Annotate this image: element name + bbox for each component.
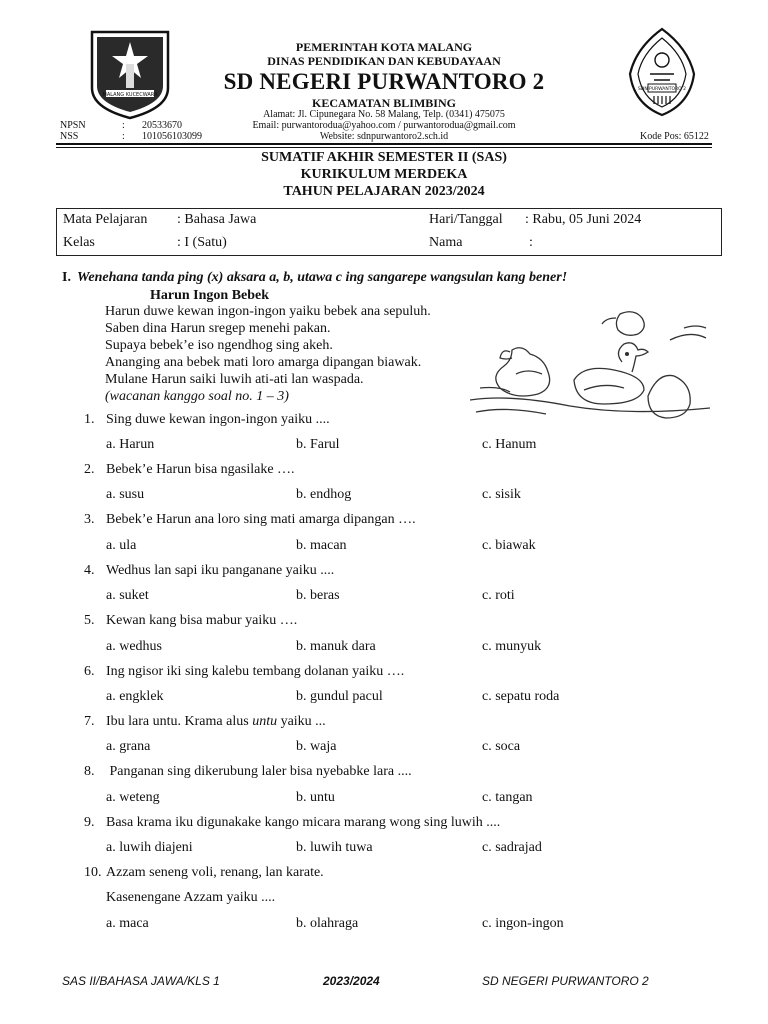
question-6 [84, 664, 404, 680]
option-a[interactable]: a. maca [106, 916, 149, 931]
nss-label: NSS [60, 131, 79, 142]
option-c[interactable]: c. sisik [482, 487, 521, 502]
story-line: Harun duwe kewan ingon-ingon yaiku bebek ana sepuluh. [105, 304, 431, 319]
question-7 [84, 714, 326, 730]
question-2 [84, 462, 295, 478]
option-b[interactable]: b. endhog [296, 487, 352, 502]
ducks-illustration [470, 300, 710, 422]
footer-right: SD NEGERI PURWANTORO 2 [482, 974, 649, 988]
question-number: 2. [84, 462, 95, 477]
question-text: Azzam seneng voli, renang, lan karate. [106, 865, 324, 880]
question-text: Ibu lara untu. Krama alus [106, 714, 253, 729]
question-text: Bebek’e Harun bisa ngasilake …. [106, 462, 295, 477]
story-title: Harun Ingon Bebek [150, 288, 270, 303]
question-text: Basa krama iku digunakake kango micara marang wong sing luwih .... [106, 815, 501, 830]
letterhead-rule-thick [56, 143, 712, 145]
school-address: Alamat: Jl. Cipunegara No. 58 Malang, Telp. (0341) 475075 [263, 109, 505, 120]
exam-title: SUMATIF AKHIR SEMESTER II (SAS) [261, 150, 507, 165]
name-field[interactable]: : [529, 235, 533, 250]
option-b[interactable]: b. luwih tuwa [296, 840, 373, 855]
story-line: Supaya bebek’e iso ngendhog sing akeh. [105, 338, 333, 353]
option-c[interactable]: c. Hanum [482, 437, 537, 452]
question-emphasis: untu [252, 714, 278, 729]
question-number: 4. [84, 563, 95, 578]
subject-label: Mata Pelajaran [63, 212, 148, 227]
footer-left: SAS II/BAHASA JAWA/KLS 1 [62, 974, 220, 988]
question-text: Sing duwe kewan ingon-ingon yaiku .... [106, 412, 330, 427]
name-label: Nama [429, 235, 463, 250]
footer-center: 2023/2024 [323, 974, 380, 988]
option-b[interactable]: b. untu [296, 790, 335, 805]
npsn-colon: : [122, 120, 125, 131]
school-email: Email: purwantorodua@yahoo.com / purwantorodua@gmail.com [252, 120, 516, 131]
section-number: I. [62, 270, 71, 285]
option-a[interactable]: a. wedhus [106, 639, 162, 654]
svg-text:MALANG KUCECWARA: MALANG KUCECWARA [102, 92, 158, 98]
subject-value: : Bahasa Jawa [177, 212, 257, 227]
day-date-label: Hari/Tanggal [429, 212, 503, 227]
question-3 [84, 512, 416, 528]
question-number: 10. [84, 865, 102, 880]
option-b[interactable]: b. olahraga [296, 916, 359, 931]
postal-code: Kode Pos: 65122 [640, 131, 709, 142]
option-a[interactable]: a. grana [106, 739, 151, 754]
nss-colon: : [122, 131, 125, 142]
svg-text:SDN PURWANTORO 2: SDN PURWANTORO 2 [638, 87, 686, 92]
question-4 [84, 563, 334, 579]
question-number: 6. [84, 664, 95, 679]
question-number: 3. [84, 512, 95, 527]
question-10 [84, 865, 324, 881]
option-a[interactable]: a. Harun [106, 437, 155, 452]
option-c[interactable]: c. ingon-ingon [482, 916, 564, 931]
npsn-value: 20533670 [142, 120, 182, 131]
question-10-line-2: Kasenengane Azzam yaiku .... [106, 890, 276, 905]
question-text: Ing ngisor iki sing kalebu tembang dolanan yaiku …. [106, 664, 405, 679]
option-b[interactable]: b. Farul [296, 437, 340, 452]
curriculum-title: KURIKULUM MERDEKA [300, 167, 468, 182]
nss-value: 101056103099 [142, 131, 202, 142]
school-name: SD NEGERI PURWANTORO 2 [223, 69, 545, 94]
letterhead-rule-thin [56, 147, 712, 148]
option-a[interactable]: a. suket [106, 588, 149, 603]
question-number: 8. [84, 764, 95, 779]
question-number: 1. [84, 412, 95, 427]
question-number: 9. [84, 815, 95, 830]
question-5 [84, 613, 297, 629]
nss-row [60, 131, 202, 142]
option-c[interactable]: c. tangan [482, 790, 533, 805]
option-a[interactable]: a. luwih diajeni [106, 840, 193, 855]
question-text: Wedhus lan sapi iku panganane yaiku .... [106, 563, 335, 578]
day-date-value: : Rabu, 05 Juni 2024 [525, 212, 642, 227]
npsn-row [60, 120, 182, 131]
option-c[interactable]: c. munyuk [482, 639, 542, 654]
option-c[interactable]: c. roti [482, 588, 515, 603]
option-c[interactable]: c. biawak [482, 538, 536, 553]
class-value: : I (Satu) [177, 235, 227, 250]
story-line: Ananging ana bebek mati loro amarga dipangan biawak. [105, 355, 422, 370]
question-number: 5. [84, 613, 95, 628]
school-year-title: TAHUN PELAJARAN 2023/2024 [283, 184, 485, 199]
department-name: DINAS PENDIDIKAN DAN KEBUDAYAAN [267, 54, 501, 68]
option-a[interactable]: a. engklek [106, 689, 164, 704]
question-text: Bebek’e Harun ana loro sing mati amarga dipangan …. [106, 512, 416, 527]
option-a[interactable]: a. weteng [106, 790, 160, 805]
section-instruction-text: Wenehana tanda ping (x) aksara a, b, utawa c ing sangarepe wangsulan kang bener! [76, 270, 568, 285]
npsn-label: NPSN [60, 120, 86, 131]
question-9 [84, 815, 500, 831]
exam-info-box [56, 208, 722, 256]
question-number: 7. [84, 714, 95, 729]
gov-name: PEMERINTAH KOTA MALANG [295, 40, 473, 54]
question-text-end: yaiku ... [277, 714, 326, 729]
option-c[interactable]: c. sadrajad [482, 840, 542, 855]
option-a[interactable]: a. ula [106, 538, 137, 553]
option-b[interactable]: b. macan [296, 538, 347, 553]
school-website: Website: sdnpurwantoro2.sch.id [319, 131, 449, 142]
section-instruction [62, 270, 567, 286]
story-line: Mulane Harun saiki luwih ati-ati lan waspada. [105, 372, 364, 387]
option-b[interactable]: b. waja [296, 739, 337, 754]
question-text: Panganan sing dikerubung laler bisa nyebabke lara .... [106, 764, 412, 779]
question-text: Kewan kang bisa mabur yaiku …. [106, 613, 298, 628]
story-note: (wacanan kanggo soal no. 1 – 3) [105, 389, 289, 404]
option-c[interactable]: c. sepatu roda [482, 689, 560, 704]
option-c[interactable]: c. soca [482, 739, 521, 754]
option-b[interactable]: b. gundul pacul [296, 689, 383, 704]
question-8 [84, 764, 412, 780]
story-line: Saben dina Harun sregep menehi pakan. [105, 321, 331, 336]
district-name: KECAMATAN BLIMBING [312, 96, 456, 110]
option-b[interactable]: b. beras [296, 588, 340, 603]
option-b[interactable]: b. manuk dara [296, 639, 376, 654]
option-a[interactable]: a. susu [106, 487, 145, 502]
class-label: Kelas [63, 235, 95, 250]
question-1 [84, 412, 330, 428]
